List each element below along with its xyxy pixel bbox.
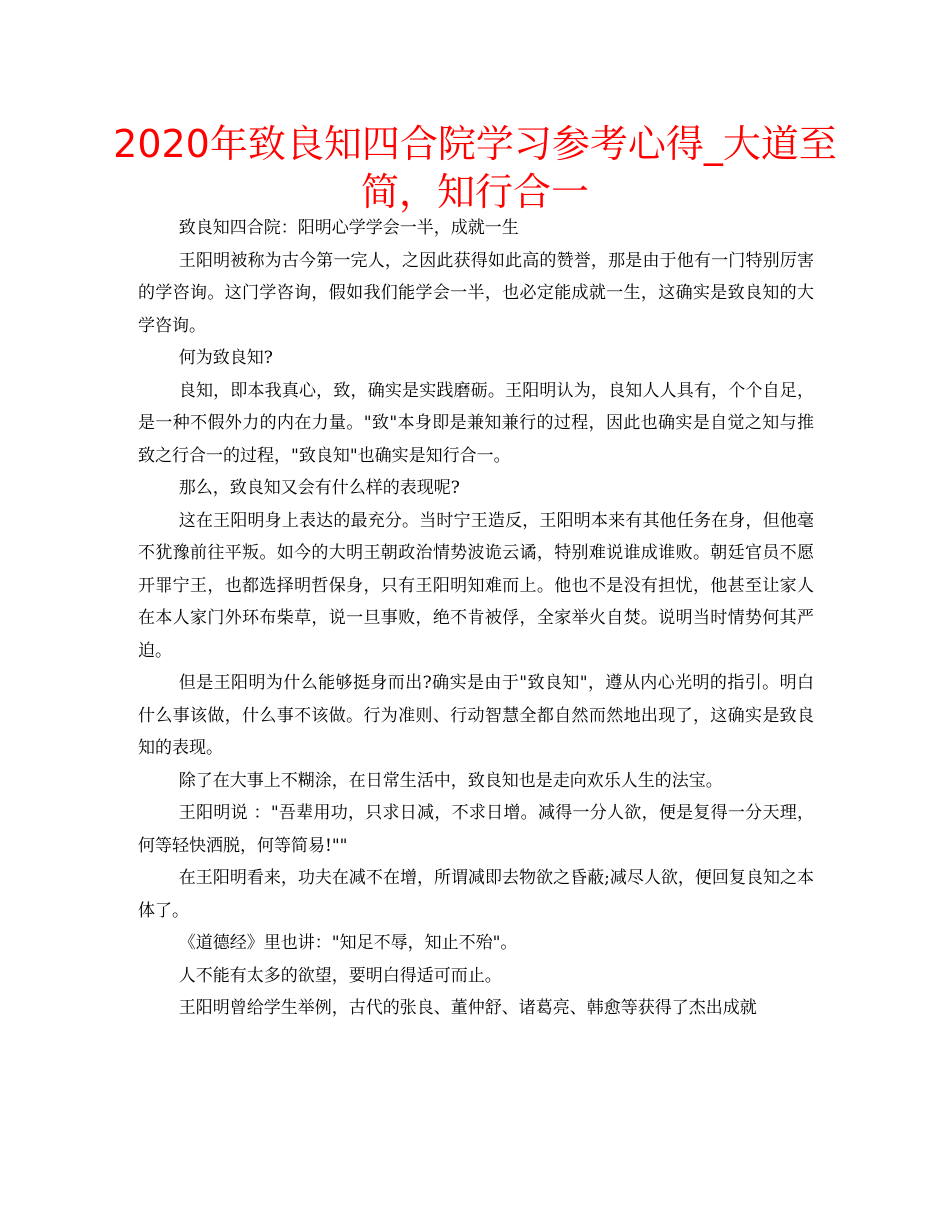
- paragraph: 这在王阳明身上表达的最充分。当时宁王造反，王阳明本来有其他任务在身，但他毫不犹豫前往平叛。如今的大明王朝政治情势波诡云谲，特别难说谁成谁败。朝廷官员不愿开罪宁王，也都选择明哲保身，只有王阳明知难而上。他也不是没有担忧，他甚至让家人在本人家门外环布柴草，说一旦事败，绝不肯被俘，全家举火自焚。说明当时情势何其严迫。: [138, 510, 814, 661]
- paragraph: 但是王阳明为什么能够挺身而出?确实是由于"致良知"，遵从内心光明的指引。明白什么事该做，什么事不该做。行为准则、行动智慧全都自然而然地出现了，这确实是致良知的表现。: [138, 673, 814, 758]
- document-body: [138, 212, 814, 1025]
- paragraph: 在王阳明看来，功夫在减不在增，所谓减即去物欲之昏蔽;减尽人欲，便回复良知之本体了。: [138, 868, 814, 921]
- paragraph: 那么，致良知又会有什么样的表现呢?: [178, 478, 460, 498]
- paragraph: 良知，即本我真心，致，确实是实践磨砺。王阳明认为，良知人人具有，个个自足，是一种不假外力的内在力量。"致"本身即是兼知兼行的过程，因此也确实是自觉之知与推致之行合一的过程，"致良知"也确实是知行合一。: [138, 380, 814, 466]
- paragraph: 《道德经》里也讲："知足不辱，知止不殆"。: [178, 933, 518, 953]
- document-title: 2020年致良知四合院学习参考心得_大道至简，知行合一: [113, 122, 837, 214]
- paragraph: 王阳明被称为古今第一完人，之因此获得如此高的赞誉，那是由于他有一门特别厉害的学咨询。这门学咨询，假如我们能学会一半，也必定能成就一生，这确实是致良知的大学咨询。: [138, 250, 814, 336]
- paragraph: 王阳明说 ："吾辈用功，只求日减，不求日增。减得一分人欲，便是复得一分天理，何等轻快洒脱，何等简易!"": [138, 803, 814, 856]
- paragraph: 除了在大事上不糊涂，在日常生活中，致良知也是走向欢乐人生的法宝。: [178, 770, 723, 791]
- paragraph: 人不能有太多的欲望，要明白得适可而止。: [178, 965, 502, 986]
- paragraph: 王阳明曾给学生举例，古代的张良、董仲舒、诸葛亮、韩愈等获得了杰出成就: [178, 998, 757, 1018]
- paragraph: 致良知四合院：阳明心学学会一半，成就一生: [178, 218, 519, 238]
- paragraph: 何为致良知?: [178, 348, 273, 368]
